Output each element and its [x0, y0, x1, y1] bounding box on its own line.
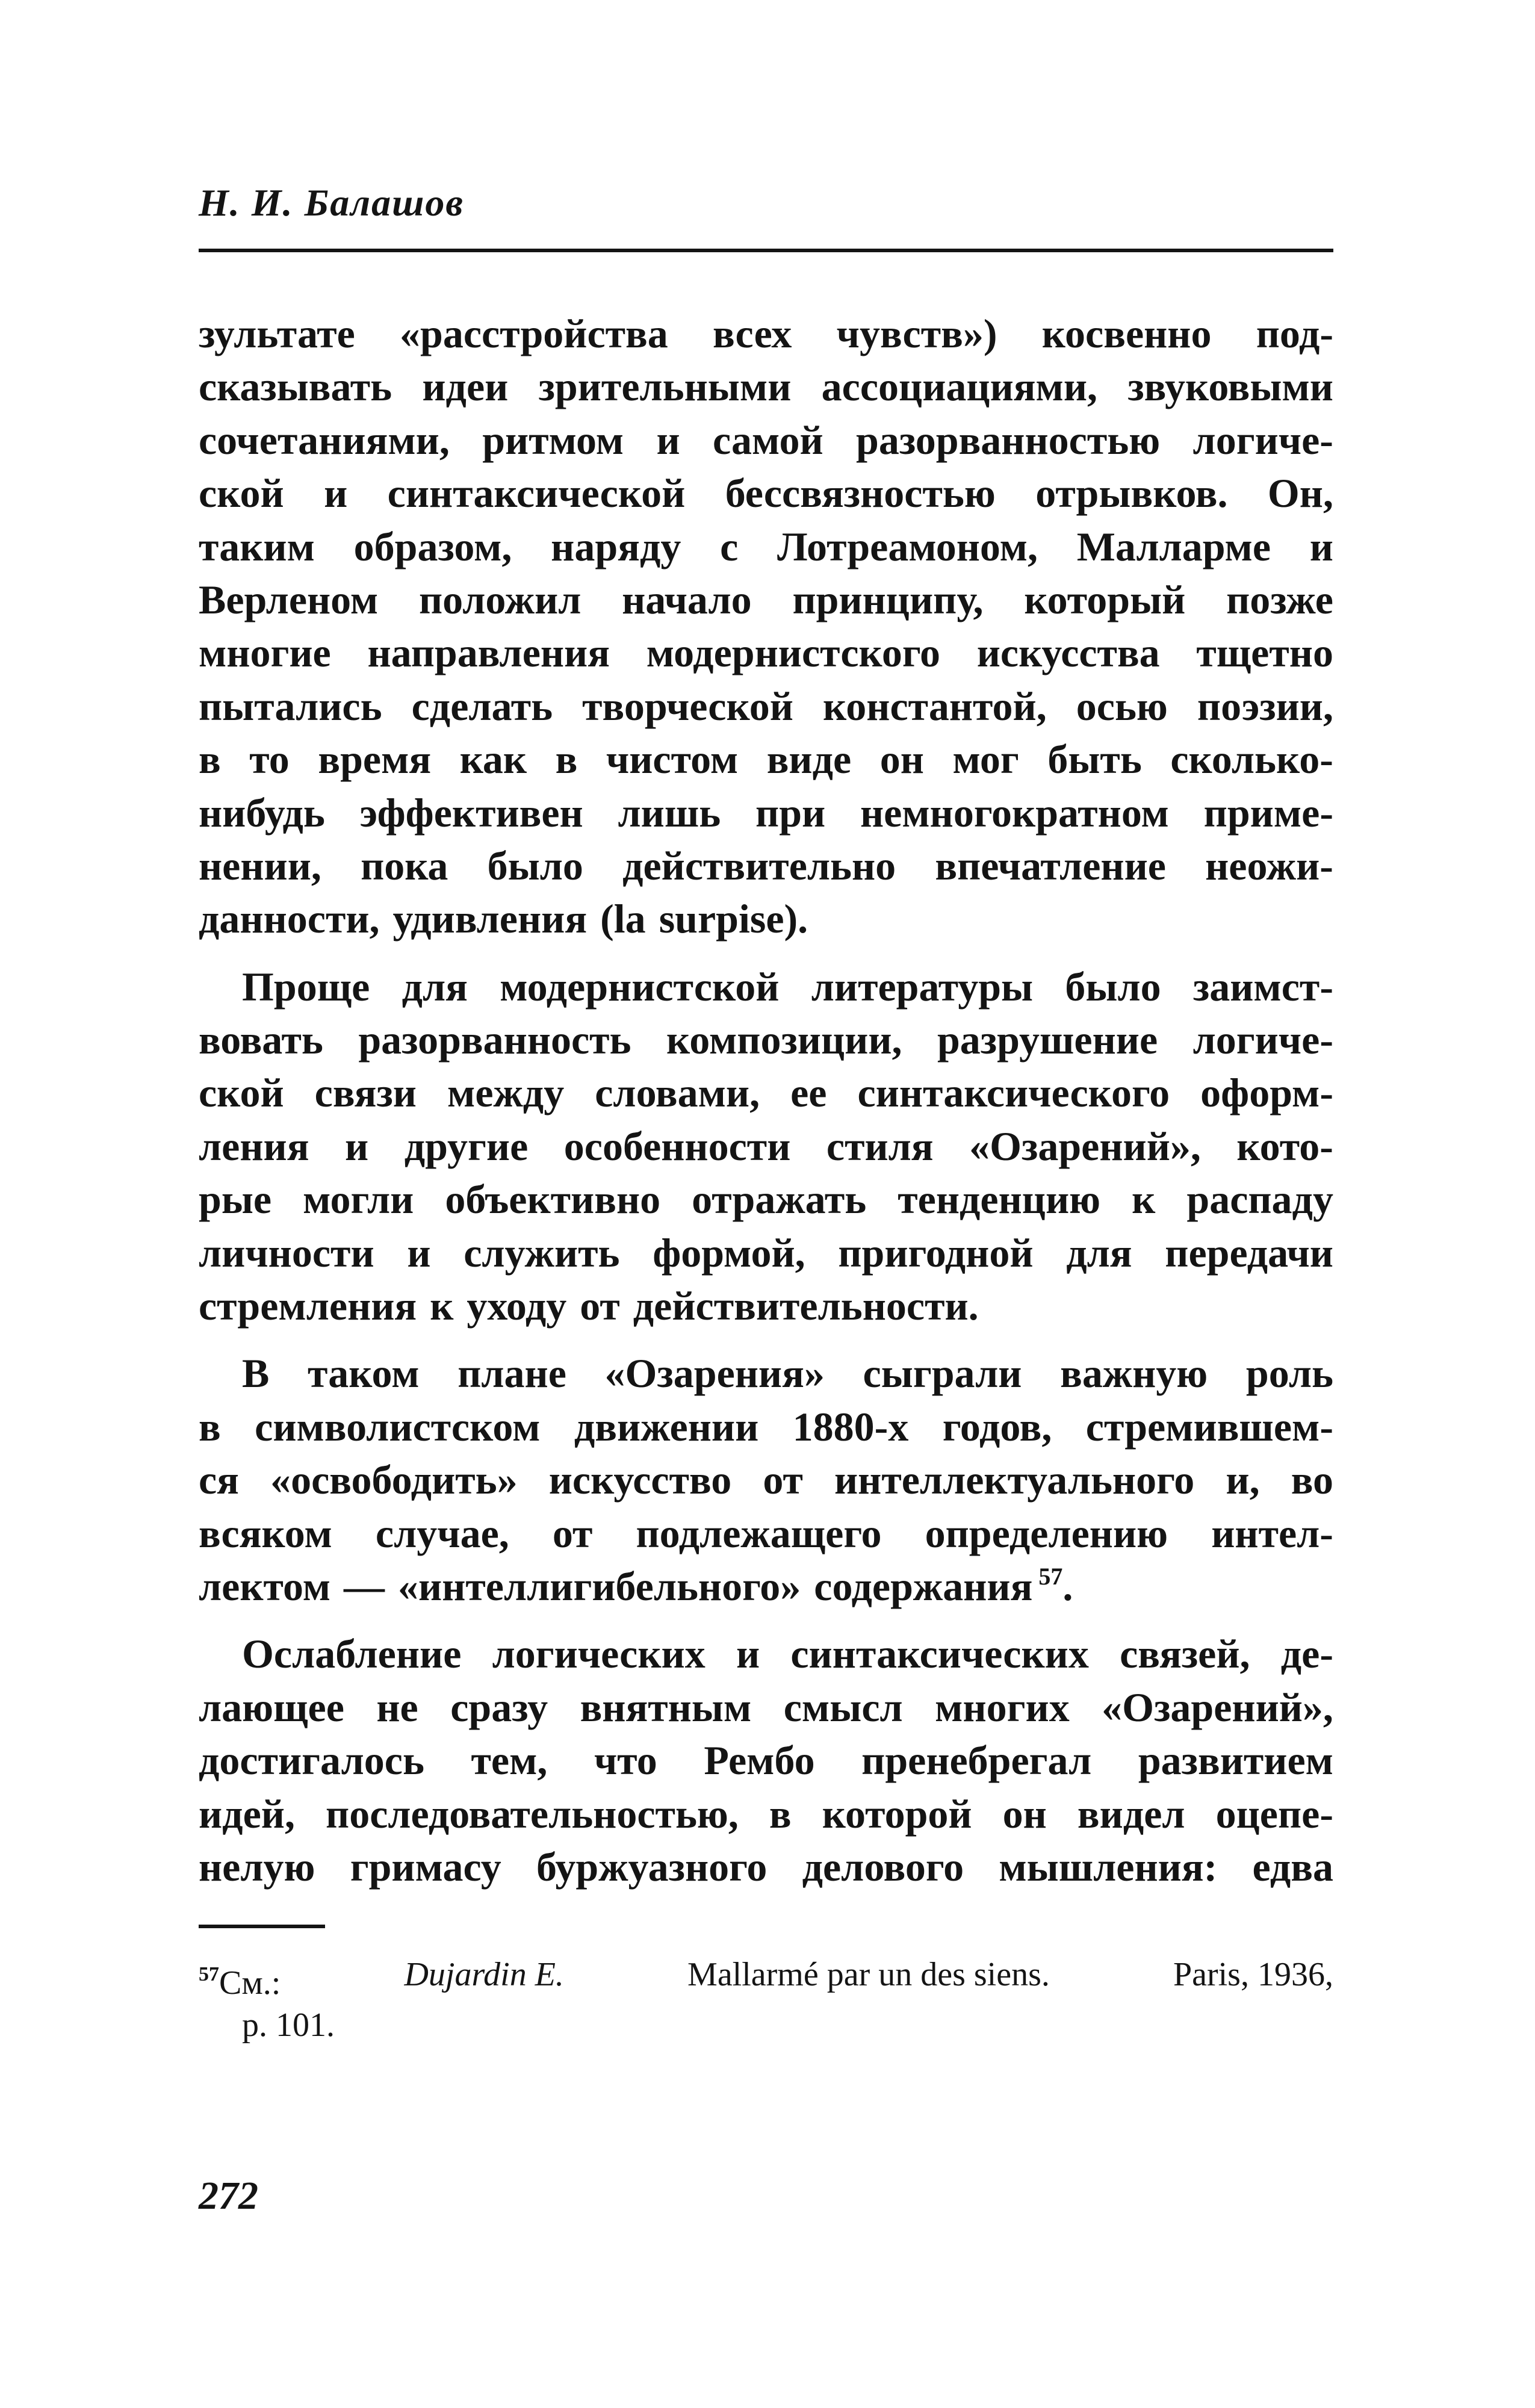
paragraph	[199, 960, 1333, 1333]
text-line: всяком случае, от подлежащего определению интел-	[199, 1510, 1333, 1556]
footnote-line-2	[199, 2004, 1333, 2046]
footnote-rule	[199, 1925, 325, 1928]
text-line: ления и другие особенности стиля «Озарений», кото-	[199, 1123, 1333, 1169]
text-line: нении, пока было действительно впечатление неожи-	[199, 842, 1333, 889]
text-line: лектом — «интеллигибельного» содержания $^{57}$.	[199, 1562, 1073, 1609]
text-line: идей, последовательностью, в которой он видел оцепе-	[199, 1790, 1333, 1837]
paragraph	[199, 1627, 1333, 1893]
text-line: Верленом положил начало принципу, который позже	[199, 576, 1333, 622]
text-line: таким образом, наряду с Лотреамоном, Малларме и	[199, 523, 1333, 569]
text-line: ся «освободить» искусство от интеллектуального и, во	[199, 1457, 1333, 1503]
text-line: сочетаниями, ритмом и самой разорванностью логиче-	[199, 417, 1333, 463]
text-line: стремления к уходу от действительности.	[199, 1283, 979, 1329]
text-line: достигалось тем, что Рембо пренебрегал развитием	[199, 1737, 1333, 1784]
text-line: В таком плане «Озарения» сыграли важную роль	[242, 1350, 1333, 1397]
text-line: Проще для модернистской литературы было заимст-	[242, 963, 1333, 1010]
paragraph-gap	[199, 1332, 1333, 1347]
footnote-author: Dujardin E.	[404, 1956, 564, 1993]
paragraph-gap	[199, 946, 1333, 960]
text-line: нелую гримасу буржуазного делового мышления: едва	[199, 1843, 1333, 1890]
footnote-place-year: Paris, 1936,	[1173, 1956, 1333, 1993]
text-line: сказывать идеи зрительными ассоциациями, звуковыми	[199, 364, 1333, 410]
text-line: Ослабление логических и синтаксических связей, де-	[242, 1631, 1333, 1677]
footnote	[199, 1953, 1333, 2046]
text-line: ской и синтаксической бессвязностью отрывков. Он,	[199, 470, 1333, 517]
text-line: в то время как в чистом виде он мог быть сколько-	[199, 736, 1333, 783]
paragraph-gap	[199, 1613, 1333, 1627]
footnote-reference: 57	[1032, 1562, 1063, 1590]
header-rule	[199, 249, 1333, 252]
text-line: зультате «расстройства всех чувств») косвенно под-	[199, 311, 1333, 356]
text-line: в символистском движении 1880-х годов, стремившем-	[199, 1403, 1333, 1450]
text-line: рые могли объективно отражать тенденцию к распаду	[199, 1176, 1333, 1223]
text-line: нибудь эффективен лишь при немногократном приме-	[199, 789, 1333, 836]
footnote-line	[199, 1953, 1333, 2004]
text-line: лающее не сразу внятным смысл многих «Озарений»,	[199, 1684, 1333, 1730]
paragraph	[199, 307, 1333, 946]
body-text	[199, 307, 1333, 1893]
footnote-title: Mallarmé par un des siens.	[687, 1956, 1050, 1993]
footnote-see: См.:	[219, 1964, 281, 2002]
running-head: Н. И. Балашов	[199, 181, 464, 224]
page-number: 272	[199, 2174, 258, 2218]
text-line: вовать разорванность композиции, разрушение логиче-	[199, 1017, 1333, 1063]
text-line: пытались сделать творческой константой, осью поэзии,	[199, 683, 1333, 729]
footnote-page: p. 101.	[242, 2006, 335, 2044]
text-line: ской связи между словами, ее синтаксического оформ-	[199, 1070, 1333, 1116]
text-line: данности, удивления (la surpise).	[199, 896, 808, 942]
paragraph	[199, 1347, 1333, 1613]
footnote-mark: 57	[199, 1963, 219, 1985]
text-line: многие направления модернистского искусства тщетно	[199, 630, 1333, 676]
text-line: личности и служить формой, пригодной для передачи	[199, 1229, 1333, 1276]
